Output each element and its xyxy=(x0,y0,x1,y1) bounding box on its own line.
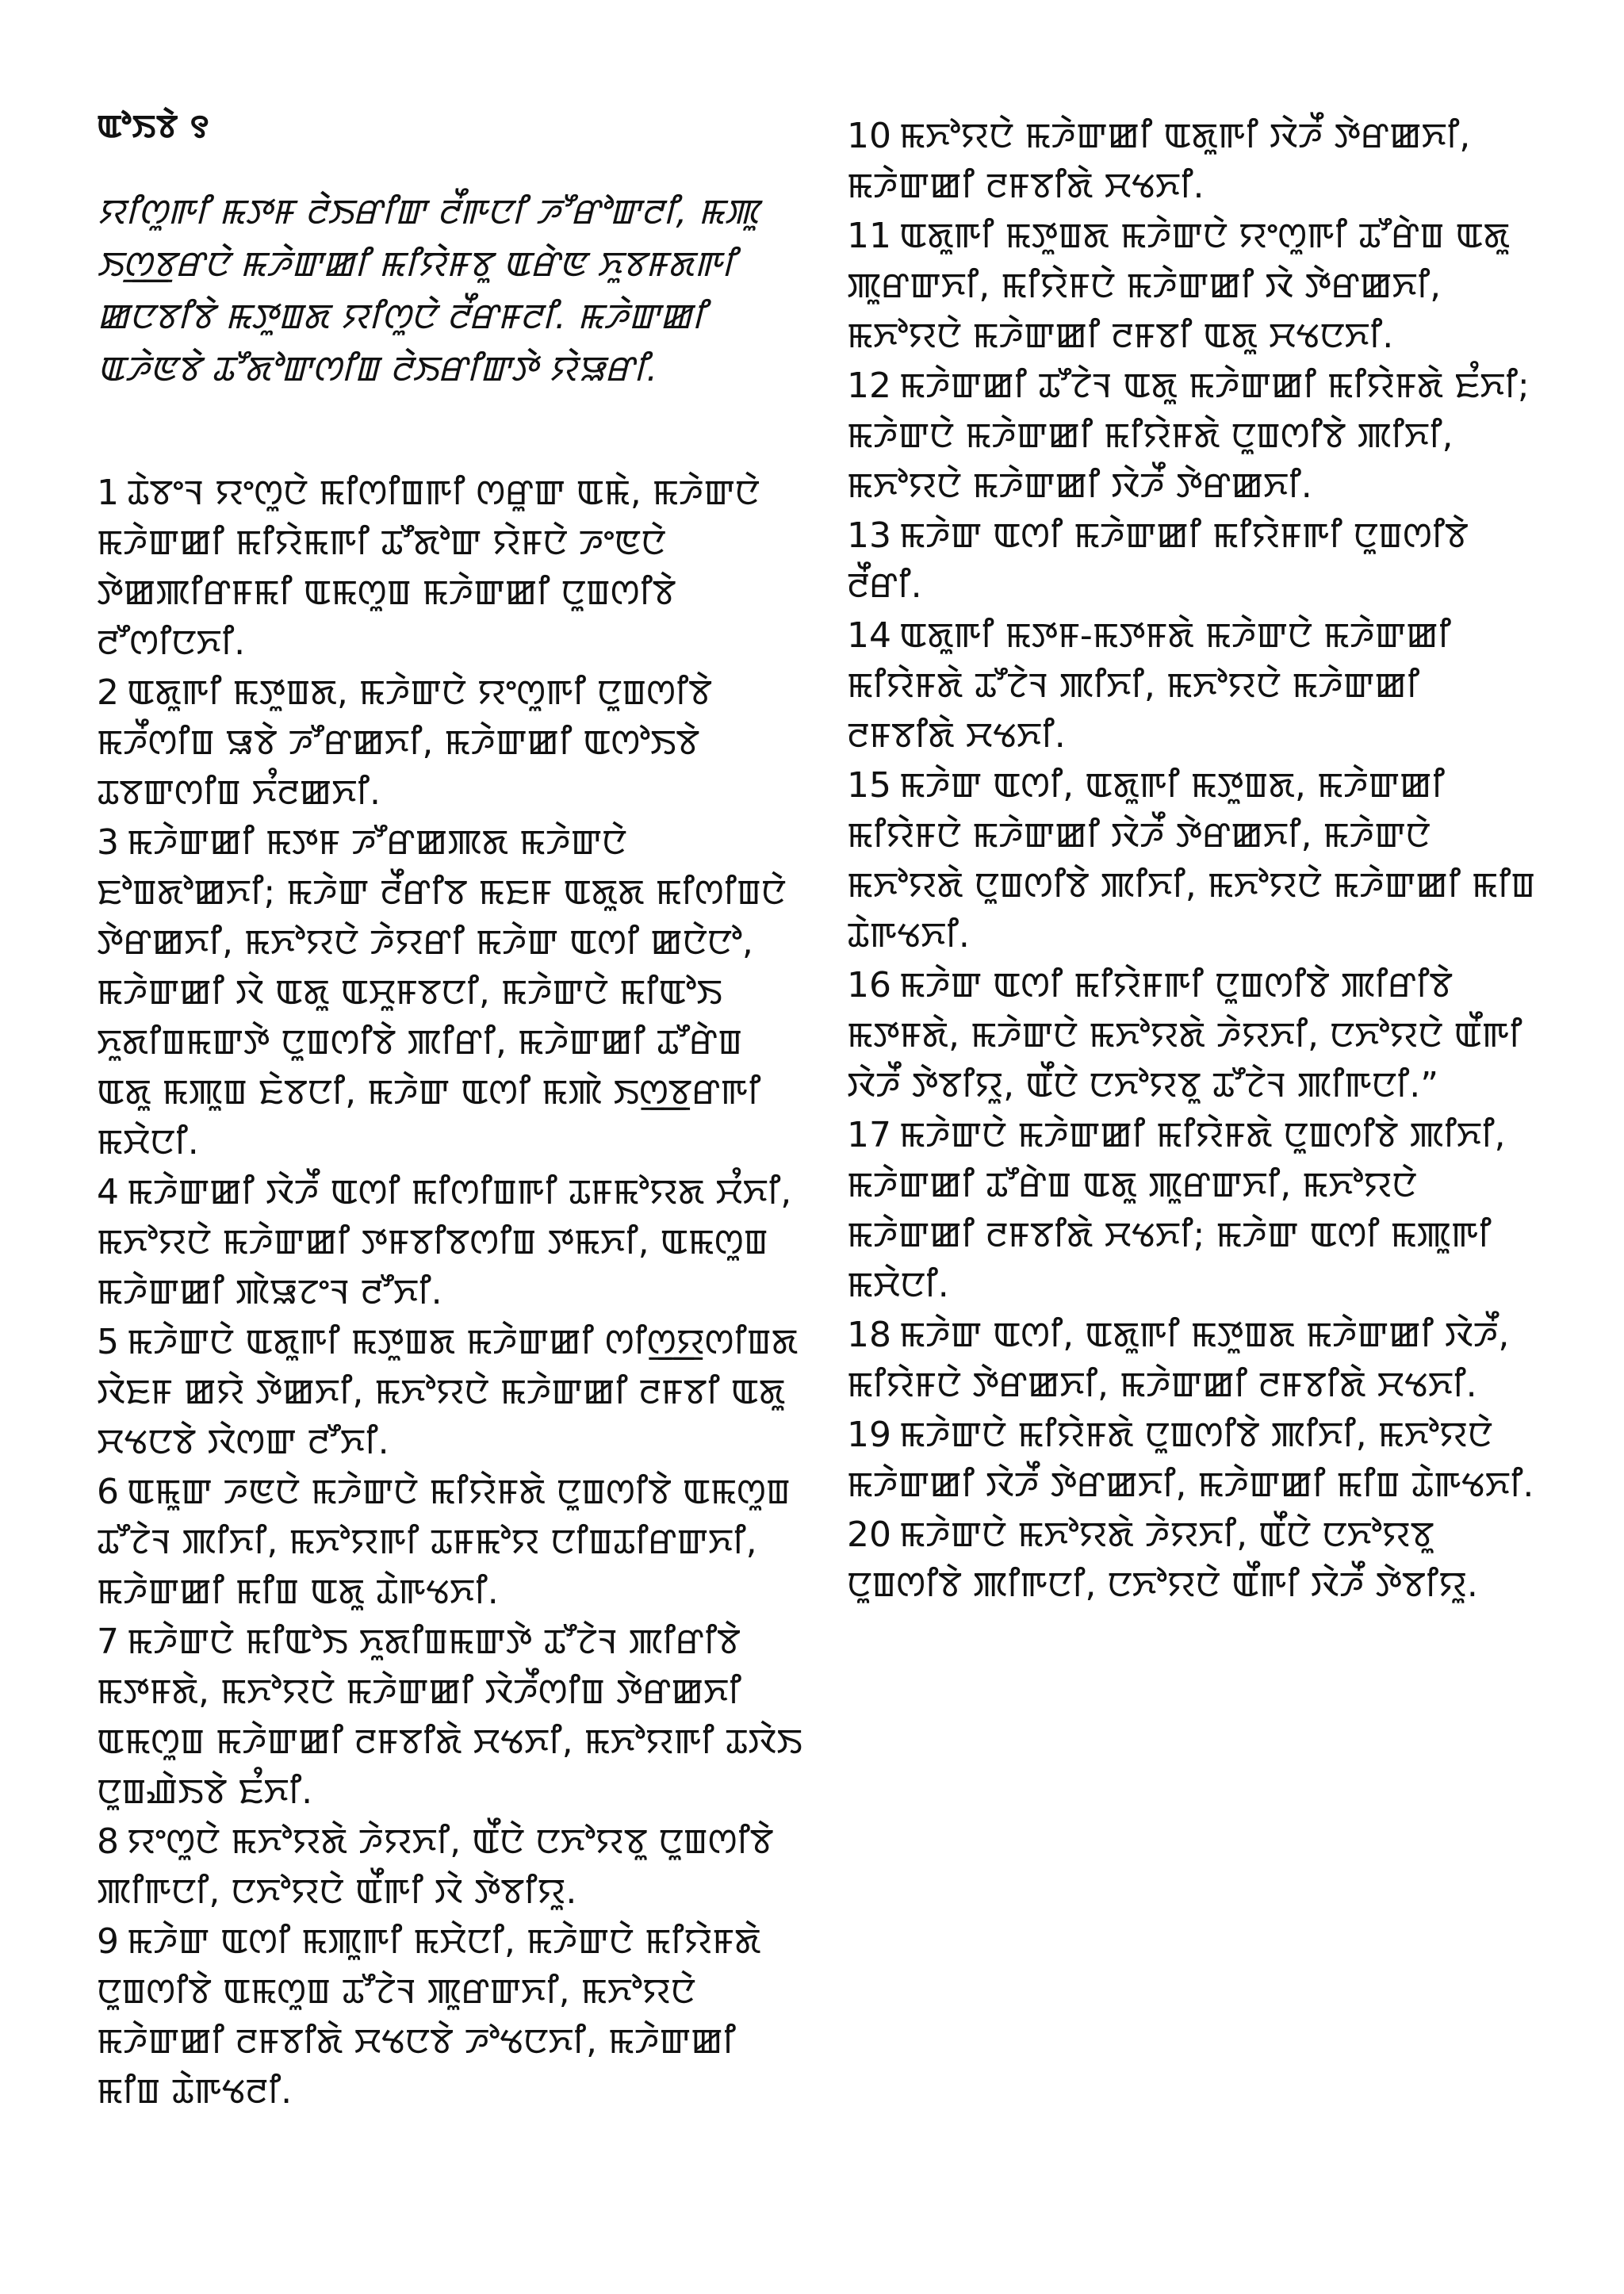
verse-number: 14 xyxy=(847,615,891,656)
verse-number: 19 xyxy=(847,1415,891,1455)
verse-text: ꯃꯍꯥꯛꯀꯤ ꯋꯥꯍꯩ ꯑꯁꯤ ꯃꯤꯁꯤꯡꯒꯤ ꯊꯝꯃꯣꯌꯗ ꯆꯪꯈꯤ, ꯃꯈꯣꯌꯅꯥ ꯃꯍꯥꯛꯀꯤ ꯇꯝꯕꯤꯕꯁꯤꯡ ꯇꯃꯈꯤ, ꯑꯃꯁꯨꯡ ꯃꯍꯥꯛꯀꯤ ꯄꯥꯎꯖꯦꯜ ꯂꯧꯈꯤ. xyxy=(97,1172,792,1312)
verse xyxy=(97,1917,802,2116)
verse-number: 1 xyxy=(97,473,119,513)
verse xyxy=(847,1110,1537,1310)
verse-text: ꯃꯍꯥꯛꯅꯥ ꯃꯈꯣꯌꯗꯥ ꯍꯥꯌꯈꯤ, ꯑꯩꯅꯥ ꯅꯈꯣꯌꯕꯨ ꯅꯨꯡꯁꯤꯕꯥ ꯄꯤꯒꯅꯤ, ꯅꯈꯣꯌꯅꯥ ꯑꯩꯒꯤ ꯋꯥꯍꯩ ꯇꯥꯕꯤꯌꯨ. xyxy=(847,1515,1478,1605)
verse-text: ꯑꯗꯨꯒꯤ ꯃꯇꯝ-ꯃꯇꯝꯗꯥ ꯃꯍꯥꯛꯅꯥ ꯃꯍꯥꯛꯀꯤ ꯃꯤꯌꯥꯝꯗꯥ ꯊꯧꯖꯥꯜ ꯄꯤꯈꯤ, ꯃꯈꯣꯌꯅꯥ ꯃꯍꯥꯛꯀꯤ ꯂꯝꯕꯤꯗꯥ ꯆꯠꯈꯤ. xyxy=(847,615,1451,756)
verse xyxy=(847,1510,1537,1610)
verse-text: ꯃꯍꯥꯛꯅꯥ ꯃꯍꯥꯛꯀꯤ ꯃꯤꯌꯥꯝꯗꯥ ꯅꯨꯡꯁꯤꯕꯥ ꯄꯤꯈꯤ, ꯃꯍꯥꯛꯀꯤ ꯊꯧꯔꯥꯡ ꯑꯗꯨ ꯄꯨꯔꯛꯈꯤ, ꯃꯈꯣꯌꯅꯥ ꯃꯍꯥꯛꯀꯤ ꯂꯝꯕꯤꯗꯥ ꯆꯠꯈꯤ; ꯃꯍꯥꯛ ꯑꯁꯤ ꯃꯄꯨꯒꯤ ꯃꯆꯥꯅꯤ. xyxy=(847,1115,1506,1305)
verse-text: ꯌꯦꯁꯨꯅꯥ ꯃꯈꯣꯌꯗꯥ ꯍꯥꯌꯈꯤ, ꯑꯩꯅꯥ ꯅꯈꯣꯌꯕꯨ ꯅꯨꯡꯁꯤꯕꯥ ꯄꯤꯒꯅꯤ, ꯅꯈꯣꯌꯅꯥ ꯑꯩꯒꯤ ꯋꯥ ꯇꯥꯕꯤꯌꯨ. xyxy=(97,1821,774,1912)
verse-number: 8 xyxy=(97,1821,119,1862)
verse-text: ꯃꯍꯥꯛꯅꯥ ꯑꯗꯨꯒꯤ ꯃꯇꯨꯡꯗ ꯃꯍꯥꯛꯀꯤ ꯁꯤꯁ꯭ꯌꯁꯤꯡꯗ ꯋꯥꯐꯝ ꯀꯌꯥ ꯇꯥꯀꯈꯤ, ꯃꯈꯣꯌꯅꯥ ꯃꯍꯥꯛꯀꯤ ꯂꯝꯕꯤ ꯑꯗꯨ ꯆꯠꯅꯕꯥ ꯋꯥꯁꯛ ꯂꯧꯈꯤ. xyxy=(97,1322,799,1462)
verse xyxy=(847,511,1537,611)
verse-number: 12 xyxy=(847,366,891,406)
verse-number: 18 xyxy=(847,1315,891,1355)
verse xyxy=(97,668,802,818)
verse xyxy=(847,960,1537,1110)
verses-left-column xyxy=(97,468,802,2116)
verse xyxy=(847,361,1537,511)
verse-text: ꯑꯃꯨꯛ ꯍꯟꯅꯥ ꯃꯍꯥꯛꯅꯥ ꯃꯤꯌꯥꯝꯗꯥ ꯅꯨꯡꯁꯤꯕꯥ ꯑꯃꯁꯨꯡ ꯊꯧꯖꯥꯜ ꯄꯤꯈꯤ, ꯃꯈꯣꯌꯒꯤ ꯊꯝꯃꯣꯌ ꯅꯤꯡꯊꯤꯔꯛꯈꯤ, ꯃꯍꯥꯛꯀꯤ ꯃꯤꯡ ꯑꯗꯨ ꯊꯥꯒꯠꯈꯤ. xyxy=(97,1472,791,1612)
verse-number: 3 xyxy=(97,822,119,863)
verse xyxy=(847,611,1537,760)
verse xyxy=(847,760,1537,960)
verse xyxy=(847,1310,1537,1410)
verse-text: ꯃꯍꯥꯛꯀꯤ ꯊꯧꯖꯥꯜ ꯑꯗꯨ ꯃꯍꯥꯛꯀꯤ ꯃꯤꯌꯥꯝꯗꯥ ꯐꯪꯈꯤ; ꯃꯍꯥꯛꯅꯥ ꯃꯍꯥꯛꯀꯤ ꯃꯤꯌꯥꯝꯗꯥ ꯅꯨꯡꯁꯤꯕꯥ ꯄꯤꯈꯤ, ꯃꯈꯣꯌꯅꯥ ꯃꯍꯥꯛꯀꯤ ꯋꯥꯍꯩ ꯇꯥꯔꯀꯈꯤ. xyxy=(847,366,1530,506)
verse xyxy=(97,1317,802,1467)
chapter-intro: ꯌꯤꯁꯨꯒꯤ ꯃꯇꯝ ꯂꯥꯏꯔꯤꯛ ꯂꯩꯒꯅꯤ ꯍꯧꯔꯣꯛꯂꯤ, ꯃꯄꯨ ꯏꯁ꯭ꯕꯔꯅꯥ ꯃꯍꯥꯛꯀꯤ ꯃꯤꯌꯥꯝꯕꯨ ꯑꯔꯥꯟ ꯈꯨꯕꯝꯗꯒꯤ ꯀꯅꯕꯤꯕꯥ ꯃꯇꯨꯡꯗ ꯌꯤꯁꯨꯅꯥ ꯂꯩꯔꯝꯂꯤ. ꯃꯍꯥꯛꯀꯤ ꯑꯍꯥꯟꯕꯥ ꯊꯧꯗꯣꯛꯁꯤꯡ ꯂꯥꯏꯔꯤꯛꯇꯥ ꯌꯥꯎꯔꯤ. xyxy=(97,192,759,389)
verse-number: 2 xyxy=(97,672,119,713)
verse-number: 20 xyxy=(847,1515,891,1555)
verse xyxy=(97,468,802,668)
verse-number: 16 xyxy=(847,965,891,1005)
verse-text: ꯃꯍꯥꯛ ꯑꯁꯤ, ꯑꯗꯨꯒꯤ ꯃꯇꯨꯡꯗ ꯃꯍꯥꯛꯀꯤ ꯋꯥꯍꯩ, ꯃꯤꯌꯥꯝꯅꯥ ꯇꯥꯔꯀꯈꯤ, ꯃꯍꯥꯛꯀꯤ ꯂꯝꯕꯤꯗꯥ ꯆꯠꯈꯤ. xyxy=(847,1315,1510,1405)
verse-number: 4 xyxy=(97,1172,119,1212)
verse-number: 15 xyxy=(847,765,891,806)
verse-text: ꯃꯍꯥꯛ ꯑꯁꯤ, ꯑꯗꯨꯒꯤ ꯃꯇꯨꯡꯗ, ꯃꯍꯥꯛꯀꯤ ꯃꯤꯌꯥꯝꯅꯥ ꯃꯍꯥꯛꯀꯤ ꯋꯥꯍꯩ ꯇꯥꯔꯀꯈꯤ, ꯃꯍꯥꯛꯅꯥ ꯃꯈꯣꯌꯗꯥ ꯅꯨꯡꯁꯤꯕꯥ ꯄꯤꯈꯤ, ꯃꯈꯣꯌꯅꯥ ꯃꯍꯥꯛꯀꯤ ꯃꯤꯡ ꯊꯥꯒꯠꯈꯤ. xyxy=(847,765,1536,956)
verse-text: ꯃꯍꯥꯛꯅꯥ ꯃꯤꯌꯥꯝꯗꯥ ꯅꯨꯡꯁꯤꯕꯥ ꯄꯤꯈꯤ, ꯃꯈꯣꯌꯅꯥ ꯃꯍꯥꯛꯀꯤ ꯋꯥꯍꯩ ꯇꯥꯔꯀꯈꯤ, ꯃꯍꯥꯛꯀꯤ ꯃꯤꯡ ꯊꯥꯒꯠꯈꯤ. xyxy=(847,1415,1534,1505)
verses-right-column xyxy=(847,111,1537,1610)
verse-text: ꯃꯍꯥꯛ ꯑꯁꯤ ꯃꯍꯥꯛꯀꯤ ꯃꯤꯌꯥꯝꯒꯤ ꯅꯨꯡꯁꯤꯕꯥ ꯂꯩꯔꯤ. xyxy=(847,515,1469,606)
verse-number: 17 xyxy=(847,1115,891,1155)
verse-text: ꯑꯗꯨꯒꯤ ꯃꯇꯨꯡꯗ ꯃꯍꯥꯛꯅꯥ ꯌꯦꯁꯨꯒꯤ ꯊꯧꯔꯥꯡ ꯑꯗꯨ ꯄꯨꯔꯛꯈꯤ, ꯃꯤꯌꯥꯝꯅꯥ ꯃꯍꯥꯛꯀꯤ ꯋꯥ ꯇꯥꯔꯀꯈꯤ, ꯃꯈꯣꯌꯅꯥ ꯃꯍꯥꯛꯀꯤ ꯂꯝꯕꯤ ꯑꯗꯨ ꯆꯠꯅꯈꯤ. xyxy=(847,216,1511,356)
verse xyxy=(847,111,1537,211)
verse xyxy=(97,1617,802,1817)
verse-number: 10 xyxy=(847,116,891,156)
verse-text: ꯃꯈꯣꯌꯅꯥ ꯃꯍꯥꯛꯀꯤ ꯑꯗꯨꯒꯤ ꯋꯥꯍꯩ ꯇꯥꯔꯀꯈꯤ, ꯃꯍꯥꯛꯀꯤ ꯂꯝꯕꯤꯗꯥ ꯆꯠꯈꯤ. xyxy=(847,116,1471,206)
verse-number: 7 xyxy=(97,1622,119,1662)
verse-number: 11 xyxy=(847,216,891,256)
verse-number: 6 xyxy=(97,1472,119,1512)
verse-text: ꯃꯍꯥꯛ ꯑꯁꯤ ꯃꯤꯌꯥꯝꯒꯤ ꯅꯨꯡꯁꯤꯕꯥ ꯄꯤꯔꯤꯕꯥ ꯃꯇꯝꯗꯥ, ꯃꯍꯥꯛꯅꯥ ꯃꯈꯣꯌꯗꯥ ꯍꯥꯌꯈꯤ, ꯅꯈꯣꯌꯅꯥ ꯑꯩꯒꯤ ꯋꯥꯍꯩ ꯇꯥꯕꯤꯌꯨ, ꯑꯩꯅꯥ ꯅꯈꯣꯌꯕꯨ ꯊꯧꯖꯥꯜ ꯄꯤꯒꯅꯤ.” xyxy=(847,965,1522,1105)
verse xyxy=(847,1410,1537,1510)
verse xyxy=(97,1817,802,1917)
verse-text: ꯊꯥꯕꯦꯜ ꯌꯦꯁꯨꯅꯥ ꯃꯤꯁꯤꯡꯒꯤ ꯁꯔꯨꯛ ꯑꯃꯥ, ꯃꯍꯥꯛꯅꯥ ꯃꯍꯥꯛꯀꯤ ꯃꯤꯌꯥꯃꯒꯤ ꯊꯧꯗꯣꯛ ꯌꯥꯝꯅꯥ ꯍꯦꯟꯅꯥ ꯇꯥꯀꯄꯤꯔꯝꯃꯤ ꯑꯃꯁꯨꯡ ꯃꯍꯥꯛꯀꯤ ꯅꯨꯡꯁꯤꯕꯥ ꯂꯧꯁꯤꯅꯈꯤ. xyxy=(97,473,760,663)
verse-number: 5 xyxy=(97,1322,119,1362)
verse xyxy=(97,1467,802,1617)
verse xyxy=(847,211,1537,361)
verse-number: 9 xyxy=(97,1921,119,1962)
verse-text: ꯑꯗꯨꯒꯤ ꯃꯇꯨꯡꯗ, ꯃꯍꯥꯛꯅꯥ ꯌꯦꯁꯨꯒꯤ ꯅꯨꯡꯁꯤꯕꯥ ꯃꯍꯩꯁꯤꯡ ꯎꯕꯥ ꯍꯧꯔꯀꯈꯤ, ꯃꯍꯥꯛꯀꯤ ꯑꯁꯣꯏꯕꯥ ꯊꯕꯛꯁꯤꯡ ꯈꯪꯂꯀꯈꯤ. xyxy=(97,672,712,813)
chapter-heading: ꯑꯣꯏꯕꯥ ꯱ xyxy=(97,109,210,145)
verse-text: ꯃꯍꯥꯛꯀꯤ ꯃꯇꯝ ꯍꯧꯔꯀꯄꯗ ꯃꯍꯥꯛꯅꯥ ꯐꯣꯡꯗꯣꯀꯈꯤ; ꯃꯍꯥꯛ ꯂꯩꯔꯤꯕ ꯃꯐꯝ ꯑꯗꯨꯗ ꯃꯤꯁꯤꯡꯅꯥ ꯇꯥꯔꯀꯈꯤ, ꯃꯈꯣꯌꯅꯥ ꯍꯥꯌꯔꯤ ꯃꯍꯥꯛ ꯑꯁꯤ ꯀꯅꯥꯅꯣ, ꯃꯍꯥꯛꯀꯤ ꯋꯥ ꯑꯗꯨ ꯑꯆꯨꯝꯕꯅꯤ, ꯃꯍꯥꯛꯅꯥ ꯃꯤꯑꯣꯏ ꯈꯨꯗꯤꯡꯃꯛꯇꯥ ꯅꯨꯡꯁꯤꯕꯥ ꯄꯤꯔꯤ, ꯃꯍꯥꯛꯀꯤ ꯊꯧꯔꯥꯡ ꯑꯗꯨ ꯃꯄꯨꯡ ꯐꯥꯕꯅꯤ, ꯃꯍꯥꯛ ꯑꯁꯤ ꯃꯄꯥ ꯏꯁ꯭ꯕꯔꯒꯤ ꯃꯆꯥꯅꯤ. xyxy=(97,822,787,1162)
verse xyxy=(97,818,802,1167)
verse-text: ꯃꯍꯥꯛ ꯑꯁꯤ ꯃꯄꯨꯒꯤ ꯃꯆꯥꯅꯤ, ꯃꯍꯥꯛꯅꯥ ꯃꯤꯌꯥꯝꯗꯥ ꯅꯨꯡꯁꯤꯕꯥ ꯑꯃꯁꯨꯡ ꯊꯧꯖꯥꯜ ꯄꯨꯔꯛꯈꯤ, ꯃꯈꯣꯌꯅꯥ ꯃꯍꯥꯛꯀꯤ ꯂꯝꯕꯤꯗꯥ ꯆꯠꯅꯕꯥ ꯍꯣꯠꯅꯈꯤ, ꯃꯍꯥꯛꯀꯤ ꯃꯤꯡ ꯊꯥꯒꯠꯂꯤ. xyxy=(97,1921,761,2112)
verse-number: 13 xyxy=(847,515,891,556)
verse xyxy=(97,1167,802,1317)
verse-text: ꯃꯍꯥꯛꯅꯥ ꯃꯤꯑꯣꯏ ꯈꯨꯗꯤꯡꯃꯛꯇꯥ ꯊꯧꯖꯥꯜ ꯄꯤꯔꯤꯕꯥ ꯃꯇꯝꯗꯥ, ꯃꯈꯣꯌꯅꯥ ꯃꯍꯥꯛꯀꯤ ꯋꯥꯍꯩꯁꯤꯡ ꯇꯥꯔꯀꯈꯤ ꯑꯃꯁꯨꯡ ꯃꯍꯥꯛꯀꯤ ꯂꯝꯕꯤꯗꯥ ꯆꯠꯈꯤ, ꯃꯈꯣꯌꯒꯤ ꯊꯋꯥꯏ ꯅꯨꯡꯉꯥꯏꯕꯥ ꯐꯪꯈꯤ. xyxy=(97,1622,802,1812)
